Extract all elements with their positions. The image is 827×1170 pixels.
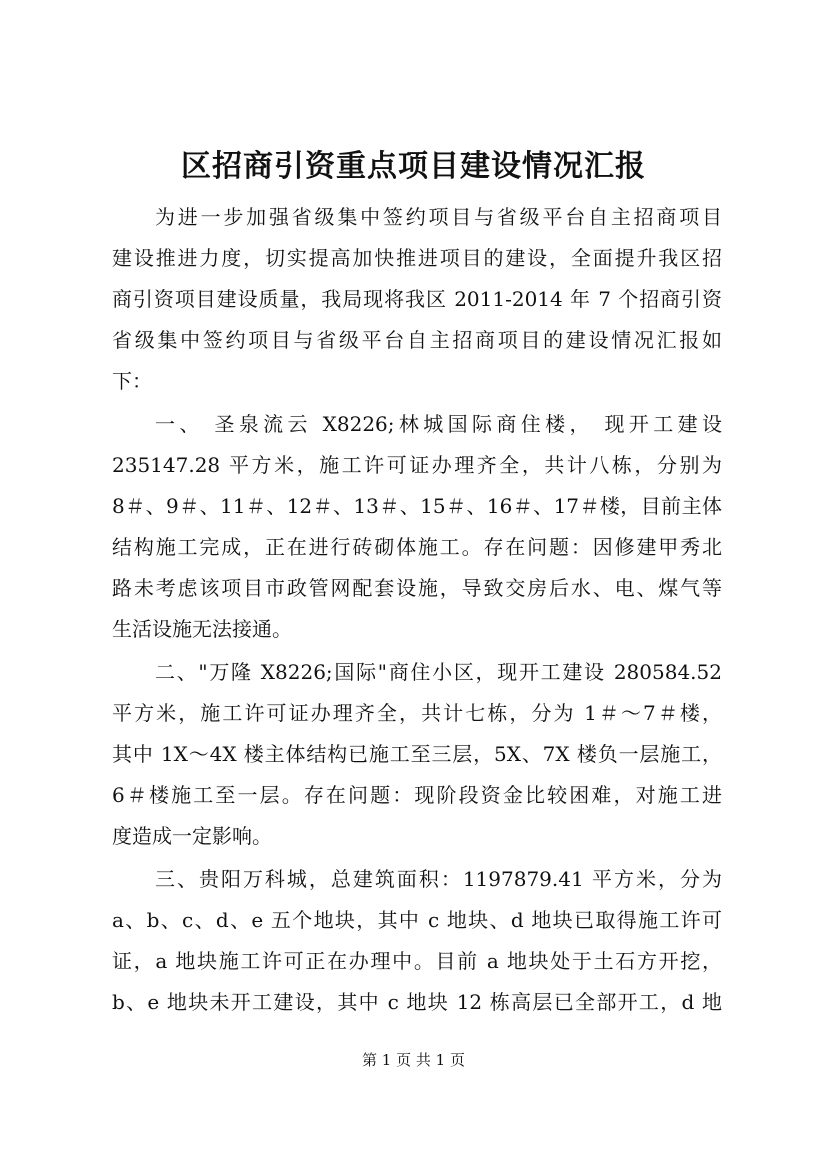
paragraph-line: b、e 地块未开工建设，其中 c 地块 12 栋高层已全部开工，d 地 [112,990,722,1014]
paragraph-line: 度造成一定影响。 [112,824,272,848]
paragraph-line: 6＃楼施工至一层。存在问题：现阶段资金比较困难，对施工进 [112,783,722,807]
paragraph-line: 二、"万隆 X8226;国际"商住小区，现开工建设 280584.52 [155,660,722,684]
paragraph-line: 省级集中签约项目与省级平台自主招商项目的建设情况汇报如 [112,328,722,352]
paragraph-line: a、b、c、d、e 五个地块，其中 c 地块、d 地块已取得施工许可 [112,908,722,932]
paragraph-line: 三、贵阳万科城，总建筑面积：1197879.41 平方米，分为 [155,867,722,891]
paragraph-line: 其中 1X～4X 楼主体结构已施工至三层，5X、7X 楼负一层施工， [112,742,722,766]
paragraph-intro [112,197,722,402]
paragraph-line: 平方米，施工许可证办理齐全，共计七栋，分为 1＃～7＃楼， [112,701,722,725]
page-number-footer: 第 1 页 共 1 页 [362,1051,465,1069]
paragraph-line: 为进一步加强省级集中签约项目与省级平台自主招商项目 [155,205,722,229]
document-title: 区招商引资重点项目建设情况汇报 [181,149,646,184]
paragraph-line: 一、 圣泉流云 X8226;林城国际商住楼， 现开工建设 [155,412,722,436]
paragraph-line: 8＃、9＃、11＃、12＃、13＃、15＃、16＃、17＃楼，目前主体 [112,494,722,518]
paragraph-line: 下： [112,369,152,393]
paragraph-line: 结构施工完成，正在进行砖砌体施工。存在问题：因修建甲秀北 [112,535,722,559]
paragraph-line: 建设推进力度，切实提高加快推进项目的建设，全面提升我区招 [112,246,722,270]
document-body [112,197,722,1023]
paragraph-item-1 [112,404,722,650]
paragraph-item-2 [112,652,722,857]
paragraph-line: 路未考虑该项目市政管网配套设施，导致交房后水、电、煤气等 [112,576,722,600]
paragraph-line: 生活设施无法接通。 [112,617,292,641]
paragraph-item-3 [112,859,722,1023]
paragraph-line: 商引资项目建设质量，我局现将我区 2011-2014 年 7 个招商引资 [112,287,722,311]
paragraph-line: 235147.28 平方米，施工许可证办理齐全，共计八栋，分别为 [112,453,722,477]
paragraph-line: 证，a 地块施工许可正在办理中。目前 a 地块处于土石方开挖， [112,949,722,973]
